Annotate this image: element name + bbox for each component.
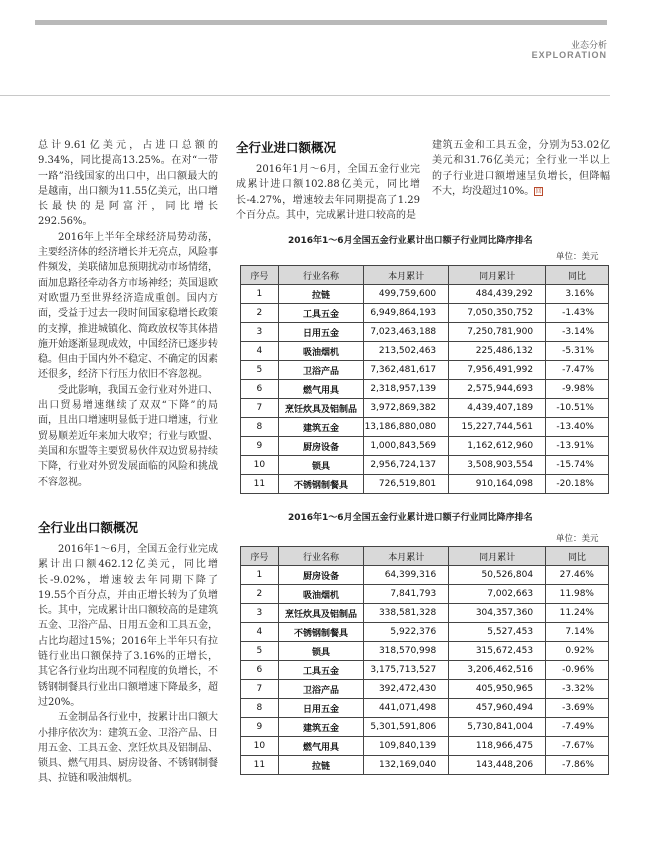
table-row <box>241 418 609 437</box>
table-row <box>241 680 609 699</box>
table-cell: 吸油烟机 <box>278 342 363 361</box>
table-row <box>241 718 609 737</box>
column-header: 同比 <box>546 547 609 566</box>
table-row <box>241 456 609 475</box>
table-row <box>241 285 609 304</box>
table-cell: 3,972,869,382 <box>364 399 449 418</box>
paragraph: 总计9.61亿美元，占进口总额的9.34%，同比提高13.25%。在对“一带一路”沿线国家的出口中，出口额最大的是越南，出口额为11.55亿美元，出口增长最快的是阿富汗，同比增长292.56%。 <box>38 140 218 228</box>
table-cell: 109,840,139 <box>364 737 449 756</box>
table-cell: 0.92% <box>546 642 609 661</box>
table-cell: 3,508,903,554 <box>449 456 546 475</box>
table-cell: 7.14% <box>546 623 609 642</box>
table-cell: 11.98% <box>546 585 609 604</box>
table-cell: -13.91% <box>546 437 609 456</box>
table-row <box>241 642 609 661</box>
table-cell: 厨房设备 <box>278 566 363 585</box>
table-cell: 卫浴产品 <box>278 680 363 699</box>
paragraph: 受此影响，我国五金行业对外进口、出口贸易增速继续了双双“下降”的局面，且出口增速明显低于进口增速，行业贸易顺差近年来加大收窄；行业与欧盟、美国和东盟等主要贸易伙伴双边贸易持续下降，行业对外贸发展面临的风险和挑战不容忽视。 <box>38 384 218 488</box>
column-header: 同月累计 <box>449 266 546 285</box>
table-cell: 213,502,463 <box>364 342 449 361</box>
table-cell: 64,399,316 <box>364 566 449 585</box>
table-cell: -7.67% <box>546 737 609 756</box>
table-row <box>241 304 609 323</box>
table-cell: 不锈钢制餐具 <box>278 475 363 494</box>
table-row <box>241 661 609 680</box>
left-column-top <box>38 138 218 490</box>
import-table <box>240 546 609 775</box>
table-cell: 1 <box>241 566 279 585</box>
column-header: 同比 <box>546 266 609 285</box>
table-cell: -13.40% <box>546 418 609 437</box>
table-cell: 6 <box>241 661 279 680</box>
table-cell: 11.24% <box>546 604 609 623</box>
paragraph: 2016年1月～6月，全国五金行业完成累计进口额102.88亿美元，同比增长-4.27%，增速较去年同期提高了1.29个百分点。其中，完成累计进口较高的是 <box>236 164 420 221</box>
middle-column-top <box>236 138 420 223</box>
table-cell: 9 <box>241 718 279 737</box>
import-heading: 全行业进口额概况 <box>236 140 337 155</box>
table-cell: 11 <box>241 756 279 775</box>
table-cell: 卫浴产品 <box>278 361 363 380</box>
top-bar <box>35 20 607 25</box>
table-row <box>241 475 609 494</box>
end-mark-icon: 回 <box>535 187 542 195</box>
table-cell: 5 <box>241 642 279 661</box>
import-table-title: 2016年1～6月全国五金行业累计进口额子行业同比降序排名 <box>288 513 533 523</box>
export-heading: 全行业出口额概况 <box>38 520 139 535</box>
table-cell: 2,956,724,137 <box>364 456 449 475</box>
table-cell: -15.74% <box>546 456 609 475</box>
table-cell: 拉链 <box>278 756 363 775</box>
table-cell: 建筑五金 <box>278 718 363 737</box>
table-cell: 132,169,040 <box>364 756 449 775</box>
table-cell: 2 <box>241 304 279 323</box>
table-row <box>241 437 609 456</box>
table-cell: 1 <box>241 285 279 304</box>
table-cell: 910,164,098 <box>449 475 546 494</box>
table-cell: -7.49% <box>546 718 609 737</box>
table-cell: 9 <box>241 437 279 456</box>
table-cell: 建筑五金 <box>278 418 363 437</box>
paragraph: 五金制品各行业中，按累计出口额大小排序依次为：建筑五金、卫浴产品、日用五金、工具五金、烹饪炊具及铝制品、锁具、燃气用具、厨房设备、不锈钢制餐具、拉链和吸油烟机。 <box>38 712 218 785</box>
column-header: 本月累计 <box>364 266 449 285</box>
table-cell: 5,527,453 <box>449 623 546 642</box>
column-header: 同月累计 <box>449 547 546 566</box>
table-cell: 7,362,481,617 <box>364 361 449 380</box>
table-row <box>241 566 609 585</box>
table-cell: 7,956,491,992 <box>449 361 546 380</box>
table-row <box>241 737 609 756</box>
table-cell: 工具五金 <box>278 304 363 323</box>
table-cell: 3.16% <box>546 285 609 304</box>
table-cell: 拉链 <box>278 285 363 304</box>
table-cell: 7 <box>241 399 279 418</box>
table-cell: 7,250,781,900 <box>449 323 546 342</box>
table-cell: 392,472,430 <box>364 680 449 699</box>
table-row <box>241 623 609 642</box>
table-cell: 2 <box>241 585 279 604</box>
paragraph: 2016年上半年全球经济局势动荡，主要经济体的经济增长并无亮点，风险事件频发，美联储加息预期扰动市场情绪，面加息路径牵动各方市场神经；英国退欧对欧盟乃至世界经济造成重创。国内方面，受益于过去一段时间国家稳增长政策的支撑，推进城镇化、简政放权等其体措施开始逐渐显现成效，中国经济已逐步转稳。但由于国内外不稳定、不确定的因素还很多，经济下行压力依旧不容忽视。 <box>38 231 218 381</box>
table-cell: 8 <box>241 699 279 718</box>
table-cell: 441,071,498 <box>364 699 449 718</box>
column-header: 行业名称 <box>278 266 363 285</box>
table-cell: 338,581,328 <box>364 604 449 623</box>
right-column-top <box>432 138 610 199</box>
table-cell: 4 <box>241 342 279 361</box>
table-cell: 318,570,998 <box>364 642 449 661</box>
table-cell: 4 <box>241 623 279 642</box>
table-cell: 5,730,841,004 <box>449 718 546 737</box>
table-cell: -20.18% <box>546 475 609 494</box>
table-cell: 2,575,944,693 <box>449 380 546 399</box>
section-label-cn: 业态分析 <box>570 41 607 51</box>
table-cell: 11 <box>241 475 279 494</box>
paragraph <box>432 138 610 199</box>
table-row <box>241 323 609 342</box>
table-cell: -7.86% <box>546 756 609 775</box>
table-header-row <box>241 266 609 285</box>
export-table <box>240 265 609 494</box>
table-cell: 13,186,880,080 <box>364 418 449 437</box>
table-cell: 1,162,612,960 <box>449 437 546 456</box>
table-cell: 7,050,350,752 <box>449 304 546 323</box>
table-cell: 225,486,132 <box>449 342 546 361</box>
table-cell: 7 <box>241 680 279 699</box>
table-cell: -7.47% <box>546 361 609 380</box>
table-row <box>241 756 609 775</box>
table-cell: -3.69% <box>546 699 609 718</box>
table-cell: 484,439,292 <box>449 285 546 304</box>
table-cell: 3,206,462,516 <box>449 661 546 680</box>
table-cell: 315,672,453 <box>449 642 546 661</box>
table-cell: 118,966,475 <box>449 737 546 756</box>
table-cell: 日用五金 <box>278 323 363 342</box>
table-cell: 726,519,801 <box>364 475 449 494</box>
export-table-title: 2016年1～6月全国五金行业累计出口额子行业同比降序排名 <box>288 236 533 246</box>
table-cell: 3 <box>241 323 279 342</box>
table-cell: 锁具 <box>278 642 363 661</box>
table-cell: 7,002,663 <box>449 585 546 604</box>
table-row <box>241 604 609 623</box>
table-cell: 5,922,376 <box>364 623 449 642</box>
header-divider <box>0 95 610 96</box>
table-row <box>241 342 609 361</box>
table-cell: 2,318,957,139 <box>364 380 449 399</box>
table-cell: 1,000,843,569 <box>364 437 449 456</box>
table-cell: -9.98% <box>546 380 609 399</box>
table-row <box>241 380 609 399</box>
column-header: 序号 <box>241 547 279 566</box>
table-cell: 10 <box>241 456 279 475</box>
table-row <box>241 699 609 718</box>
paragraph: 2016年1～6月，全国五金行业完成累计出口额462.12亿美元，同比增长-9.02%，增速较去年同期下降了19.55个百分点，并由正增长转为了负增长。其中，完成累计出口额较高的是建筑五金、卫浴产品、日用五金和工具五金，占比均超过15%；2016年上半年只有拉链行业出口额保持了3.16%的正增长，其它各行业均出现不同程度的负增长，不锈钢制餐具行业出口额增速下降最多，超过20%。 <box>38 544 218 708</box>
section-label-en: EXPLORATION <box>531 50 607 60</box>
table-cell: 3 <box>241 604 279 623</box>
table-cell: 吸油烟机 <box>278 585 363 604</box>
table-row <box>241 399 609 418</box>
table-cell: 8 <box>241 418 279 437</box>
table-cell: 4,439,407,189 <box>449 399 546 418</box>
table-cell: 6,949,864,193 <box>364 304 449 323</box>
table-cell: 3,175,713,527 <box>364 661 449 680</box>
table-cell: 燃气用具 <box>278 737 363 756</box>
table-cell: 厨房设备 <box>278 437 363 456</box>
table-cell: 304,357,360 <box>449 604 546 623</box>
table-cell: 457,960,494 <box>449 699 546 718</box>
table-cell: 405,950,965 <box>449 680 546 699</box>
table-cell: 499,759,600 <box>364 285 449 304</box>
table-cell: -10.51% <box>546 399 609 418</box>
table-cell: 15,227,744,561 <box>449 418 546 437</box>
column-header: 序号 <box>241 266 279 285</box>
column-header: 本月累计 <box>364 547 449 566</box>
table-cell: -5.31% <box>546 342 609 361</box>
table-cell: 7,841,793 <box>364 585 449 604</box>
export-table-unit: 单位：美元 <box>556 252 599 262</box>
table-row <box>241 585 609 604</box>
table-cell: 143,448,206 <box>449 756 546 775</box>
table-cell: 燃气用具 <box>278 380 363 399</box>
column-header: 行业名称 <box>278 547 363 566</box>
table-cell: 烹饪炊具及铝制品 <box>278 399 363 418</box>
import-table-unit: 单位：美元 <box>556 534 599 544</box>
table-cell: 50,526,804 <box>449 566 546 585</box>
table-cell: 日用五金 <box>278 699 363 718</box>
table-cell: -3.32% <box>546 680 609 699</box>
table-header-row <box>241 547 609 566</box>
table-cell: 7,023,463,188 <box>364 323 449 342</box>
left-column-bottom <box>38 512 218 787</box>
table-cell: 10 <box>241 737 279 756</box>
table-cell: 27.46% <box>546 566 609 585</box>
table-cell: -3.14% <box>546 323 609 342</box>
table-cell: 工具五金 <box>278 661 363 680</box>
table-cell: -0.96% <box>546 661 609 680</box>
table-cell: 5,301,591,806 <box>364 718 449 737</box>
table-cell: 烹饪炊具及铝制品 <box>278 604 363 623</box>
table-cell: 6 <box>241 380 279 399</box>
table-cell: 不锈钢制餐具 <box>278 623 363 642</box>
table-cell: -1.43% <box>546 304 609 323</box>
table-row <box>241 361 609 380</box>
table-cell: 锁具 <box>278 456 363 475</box>
paragraph-text: 建筑五金和工具五金，分别为53.02亿美元和31.76亿美元；全行业一半以上的子行业进口额增速呈负增长，但降幅不大，均没超过10%。 <box>432 140 610 197</box>
table-cell: 5 <box>241 361 279 380</box>
